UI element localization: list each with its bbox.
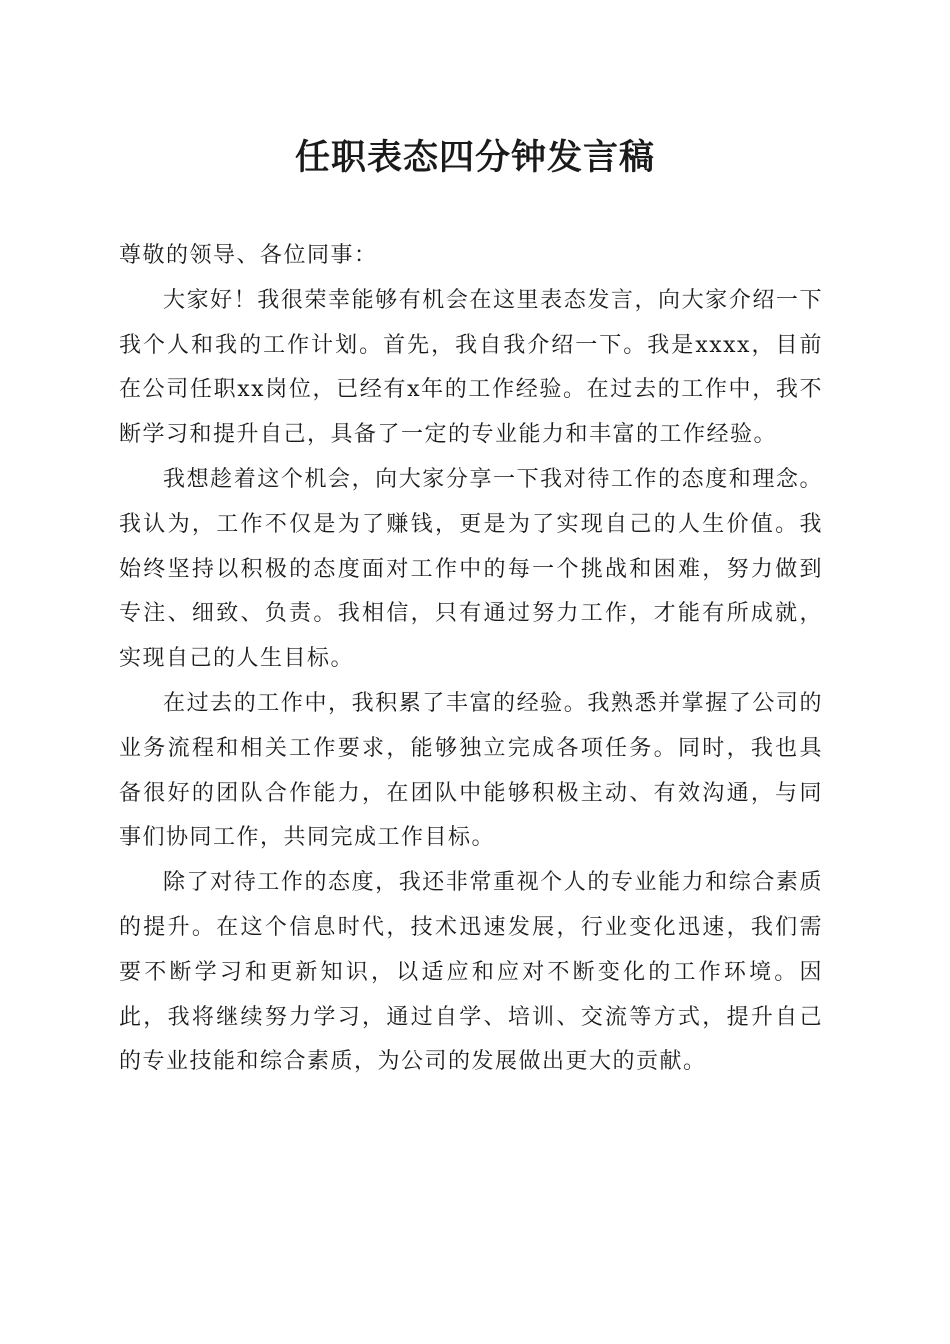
paragraph-4: 除了对待工作的态度，我还非常重视个人的专业能力和综合素质的提升。在这个信息时代，技术迅速发展，行业变化迅速，我们需要不断学习和更新知识，以适应和应对不断变化的工作环境。因此，我将继续努力学习，通过自学、培训、交流等方式，提升自己的专业技能和综合素质，为公司的发展做出更大的贡献。 [119,870,823,1075]
salutation: 尊敬的领导、各位同事： [119,243,378,268]
document-body [119,234,823,1085]
paragraph-2: 我想趁着这个机会，向大家分享一下我对待工作的态度和理念。我认为，工作不仅是为了赚钱，更是为了实现自己的人生价值。我始终坚持以积极的态度面对工作中的每一个挑战和困难，努力做到专注、细致、负责。我相信，只有通过努力工作，才能有所成就，实现自己的人生目标。 [119,466,823,672]
document-title: 任职表态四分钟发言稿 [294,137,655,178]
paragraph-1: 大家好！我很荣幸能够有机会在这里表态发言，向大家介绍一下我个人和我的工作计划。首先，我自我介绍一下。我是xxxx，目前在公司任职xx岗位，已经有x年的工作经验。在过去的工作中，我不断学习和提升自己，具备了一定的专业能力和丰富的工作经验。 [119,287,823,448]
paragraph-3: 在过去的工作中，我积累了丰富的经验。我熟悉并掌握了公司的业务流程和相关工作要求，能够独立完成各项任务。同时，我也具备很好的团队合作能力，在团队中能够积极主动、有效沟通，与同事们协同工作，共同完成工作目标。 [119,690,823,851]
